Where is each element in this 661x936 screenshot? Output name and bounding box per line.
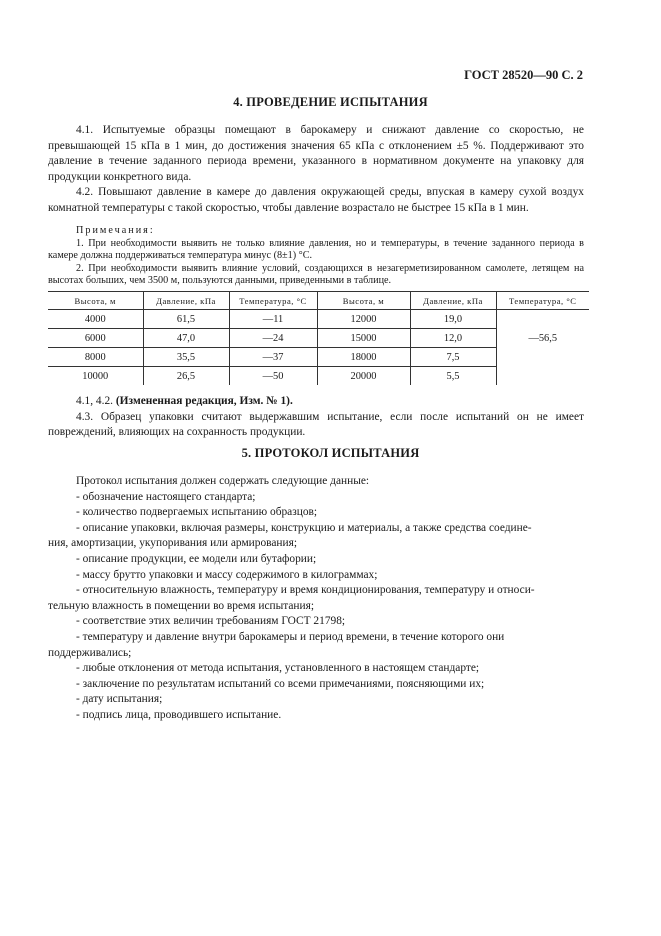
list-item: поддерживались;	[48, 646, 132, 659]
table-cell: 10000	[48, 367, 143, 386]
header-pressure-2: Давление, кПа	[410, 292, 496, 310]
header-pressure-1: Давление, кПа	[143, 292, 229, 310]
amendment-prefix: 4.1, 4.2.	[76, 395, 116, 407]
table-cell: 35,5	[143, 348, 229, 367]
list-item: - массу брутто упаковки и массу содержимого в килограммах;	[76, 568, 378, 581]
list-item: - любые отклонения от метода испытания, установленного в настоящем стандарте;	[76, 662, 480, 675]
list-item: - заключение по результатам испытаний со всеми примечаниями, поясняющими их;	[76, 677, 485, 690]
list-item: - температуру и давление внутри барокамеры и период времени, в течение которого они	[76, 630, 505, 643]
list-item: - подпись лица, проводившего испытание.	[76, 708, 282, 721]
paragraph-4-1: 4.1. Испытуемые образцы помещают в барокамеру и снижают давление со скоростью, не превышающей 15 кПа в 1 мин, до достижения значения 65 кПа с отклонением ±5 %. Поддерживают это давление в течение заданного периода времени, указанного в нормативном документе на упаковку для продукции конкретного вида.	[48, 124, 584, 183]
table-cell: —11	[229, 310, 317, 329]
note-1: 1. При необходимости выявить не только влияние давления, но и температуры, в течение заданного периода в камере должна поддерживаться температура минус (8±1) °С.	[48, 237, 584, 262]
list-item: ния, амортизации, укупоривания или армирования;	[48, 537, 298, 550]
table-cell: 12,0	[410, 329, 496, 348]
table-cell: 6000	[48, 329, 143, 348]
notes-block	[48, 225, 584, 288]
table-cell: 47,0	[143, 329, 229, 348]
list-item: тельную влажность в помещении во время испытания;	[48, 599, 315, 612]
table-cell: 7,5	[410, 348, 496, 367]
amendment-block	[48, 394, 584, 441]
paragraph-4-3: 4.3. Образец упаковки считают выдержавшим испытание, если после испытаний он не имеет повреждений, влияющих на сохранность продукции.	[48, 410, 584, 439]
list-item: - относительную влажность, температуру и время кондиционирования, температуру и относи-	[76, 584, 535, 597]
table-cell: 18000	[317, 348, 410, 367]
table-cell: —24	[229, 329, 317, 348]
table-cell: 4000	[48, 310, 143, 329]
altitude-table	[48, 291, 589, 385]
table-row	[48, 310, 589, 329]
protocol-intro: Протокол испытания должен содержать следующие данные:	[76, 475, 370, 487]
header-altitude-2: Высота, м	[317, 292, 410, 310]
list-item: - количество подвергаемых испытанию образцов;	[76, 506, 318, 519]
amendment-bold: (Измененная редакция, Изм. № 1).	[115, 395, 293, 407]
table-cell: 5,5	[410, 367, 496, 386]
section-4-title: 4. ПРОВЕДЕНИЕ ИСПЫТАНИЯ	[233, 95, 428, 109]
list-item: - обозначение настоящего стандарта;	[76, 490, 256, 503]
table-cell: —50	[229, 367, 317, 386]
note-2: 2. При необходимости выявить влияние условий, создающихся в незагерметизированном самолете, летящем на высотах больших, чем 3500 м, пользуются данными, приведенными в таблице.	[48, 262, 584, 287]
section-4-body	[48, 123, 584, 217]
page-header: ГОСТ 28520—90 С. 2	[464, 68, 583, 82]
list-item: - соответствие этих величин требованиям ГОСТ 21798;	[76, 615, 346, 628]
paragraph-4-2: 4.2. Повышают давление в камере до давления окружающей среды, впуская в камеру сухой воздух комнатной температуры с такой скоростью, чтобы давление возрастало не быстрее 15 кПа в 1 мин.	[48, 186, 584, 214]
table-cell: 26,5	[143, 367, 229, 386]
table-cell: 8000	[48, 348, 143, 367]
header-altitude-1: Высота, м	[48, 292, 143, 310]
header-temperature-1: Температура, °С	[229, 292, 317, 310]
table-cell: 12000	[317, 310, 410, 329]
table-cell: 19,0	[410, 310, 496, 329]
table-cell: 15000	[317, 329, 410, 348]
table-cell: 61,5	[143, 310, 229, 329]
merged-temperature-cell: —56,5	[496, 310, 589, 386]
section-5-title: 5. ПРОТОКОЛ ИСПЫТАНИЯ	[241, 446, 420, 460]
list-item: - описание упаковки, включая размеры, конструкцию и материалы, а также средства соедине-	[76, 521, 532, 534]
list-item: - дату испытания;	[76, 693, 163, 706]
table-cell: —37	[229, 348, 317, 367]
list-item: - описание продукции, ее модели или бутафории;	[76, 552, 317, 565]
amendment-note	[48, 394, 584, 410]
notes-title: Примечания:	[76, 225, 155, 236]
header-temperature-2: Температура, °С	[496, 292, 589, 310]
protocol-list	[48, 474, 584, 724]
table-header-row	[48, 292, 589, 310]
table-cell: 20000	[317, 367, 410, 386]
